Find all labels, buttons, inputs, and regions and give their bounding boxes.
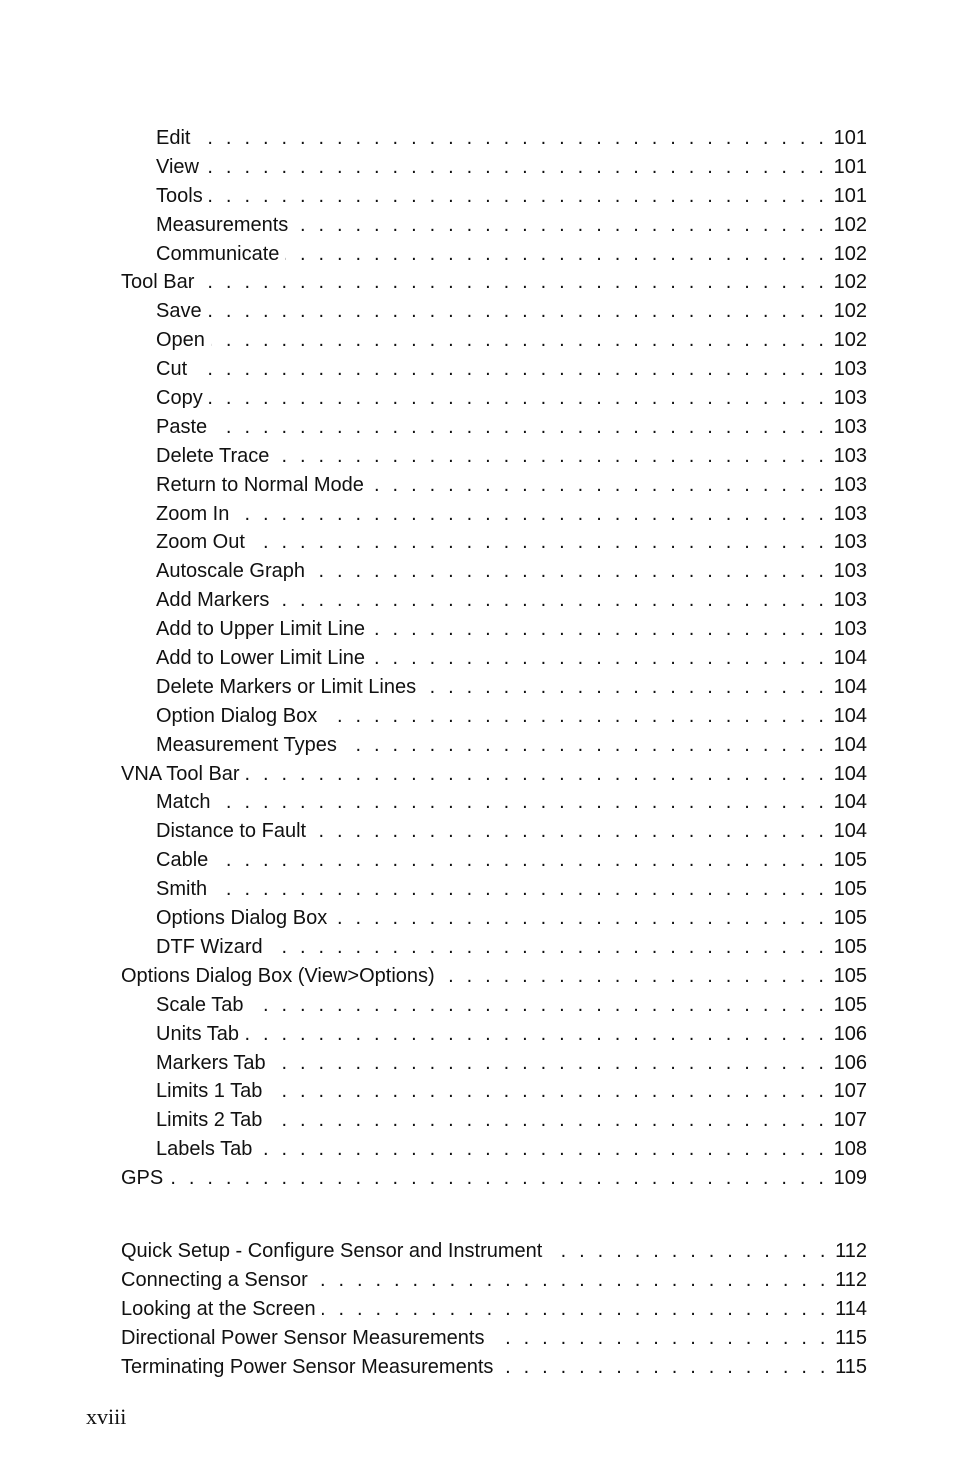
toc-dot-leader [370, 471, 828, 500]
toc-entry-page: 103 [833, 531, 867, 554]
toc-dot-leader [211, 326, 828, 355]
toc-entry[interactable] [121, 211, 867, 240]
toc-entry-title: GPS [121, 1167, 164, 1190]
toc-entry-title: Zoom Out [156, 531, 245, 554]
toc-dot-leader [258, 1135, 827, 1164]
toc-entry-title: Option Dialog Box [156, 704, 318, 727]
toc-entry-page: 103 [833, 618, 867, 641]
toc-entry-title: Cable [156, 849, 209, 872]
toc-entry-page: 105 [833, 993, 867, 1016]
toc-dot-leader [209, 182, 828, 211]
toc-entry-title: Smith [156, 878, 208, 901]
toc-group [121, 1237, 867, 1381]
toc-dot-leader [246, 760, 828, 789]
toc-dot-leader [216, 788, 827, 817]
toc-entry-page: 105 [833, 907, 867, 930]
toc-entry-title: Tool Bar [121, 271, 195, 294]
toc-entry[interactable] [121, 557, 867, 586]
table-of-contents [121, 124, 867, 1381]
toc-entry-page: 103 [833, 415, 867, 438]
toc-entry-page: 104 [833, 762, 867, 785]
toc-dot-leader [499, 1353, 829, 1382]
toc-entry-page: 112 [835, 1239, 867, 1262]
toc-entry-title: Match [156, 791, 211, 814]
toc-entry[interactable] [121, 528, 867, 557]
toc-entry-title: Copy [156, 387, 203, 410]
toc-dot-leader [249, 991, 827, 1020]
toc-entry[interactable] [121, 846, 867, 875]
toc-entry[interactable] [121, 586, 867, 615]
toc-entry[interactable] [121, 1135, 867, 1164]
toc-entry-page: 107 [833, 1109, 867, 1132]
toc-dot-leader [311, 557, 828, 586]
toc-entry[interactable] [121, 384, 867, 413]
toc-dot-leader [213, 875, 828, 904]
toc-entry-title: Measurement Types [156, 733, 337, 756]
toc-entry[interactable] [121, 904, 867, 933]
toc-entry[interactable] [121, 1049, 867, 1078]
toc-entry-page: 103 [833, 358, 867, 381]
toc-entry-page: 105 [833, 849, 867, 872]
toc-entry-title: Options Dialog Box (View>Options) [121, 964, 435, 987]
toc-entry[interactable] [121, 817, 867, 846]
toc-dot-leader [251, 528, 828, 557]
toc-dot-leader [245, 1020, 828, 1049]
toc-entry-page: 102 [833, 271, 867, 294]
toc-dot-leader [268, 1077, 827, 1106]
toc-dot-leader [209, 384, 828, 413]
toc-entry[interactable] [121, 355, 867, 384]
toc-dot-leader [312, 817, 828, 846]
toc-entry-page: 104 [833, 647, 867, 670]
toc-dot-leader [548, 1237, 829, 1266]
toc-entry-page: 105 [833, 878, 867, 901]
toc-entry-page: 101 [833, 127, 867, 149]
toc-entry-page: 104 [833, 733, 867, 756]
toc-dot-leader [193, 355, 828, 384]
toc-dot-leader [323, 702, 827, 731]
toc-entry[interactable] [121, 875, 867, 904]
toc-entry-title: Quick Setup - Configure Sensor and Instrument [121, 1239, 543, 1262]
toc-entry-title: Zoom In [156, 502, 230, 525]
toc-entry-title: Save [156, 300, 202, 323]
toc-entry[interactable] [121, 644, 867, 673]
toc-dot-leader [196, 124, 827, 153]
toc-entry-page: 109 [833, 1167, 867, 1190]
page-number: xviii [86, 1404, 127, 1429]
toc-entry[interactable] [121, 933, 867, 962]
toc-entry-title: Delete Trace [156, 444, 270, 467]
toc-dot-leader [285, 240, 827, 269]
toc-entry[interactable] [121, 297, 867, 326]
toc-entry-page: 105 [833, 935, 867, 958]
toc-entry[interactable] [121, 702, 867, 731]
toc-entry-page: 103 [833, 560, 867, 583]
toc-dot-leader [491, 1324, 830, 1353]
toc-entry-page: 103 [833, 473, 867, 496]
toc-entry-page: 115 [835, 1355, 867, 1378]
toc-dot-leader [294, 211, 827, 240]
toc-entry-title: Distance to Fault [156, 820, 307, 843]
toc-entry-title: Measurements [156, 213, 289, 236]
toc-dot-leader [371, 644, 828, 673]
toc-entry[interactable] [121, 788, 867, 817]
toc-entry-page: 103 [833, 444, 867, 467]
toc-entry-page: 103 [833, 502, 867, 525]
toc-entry[interactable] [121, 500, 867, 529]
toc-entry[interactable] [121, 1295, 867, 1324]
toc-dot-leader [169, 1164, 827, 1193]
toc-entry-title: Scale Tab [156, 993, 244, 1016]
toc-entry[interactable] [121, 991, 867, 1020]
toc-entry[interactable] [121, 1266, 867, 1295]
toc-dot-leader [371, 615, 828, 644]
toc-entry[interactable] [121, 615, 867, 644]
toc-entry[interactable] [121, 1077, 867, 1106]
toc-entry-title: DTF Wizard [156, 935, 263, 958]
toc-entry-page: 108 [833, 1138, 867, 1161]
toc-entry-title: Limits 1 Tab [156, 1080, 263, 1103]
toc-dot-leader [269, 933, 828, 962]
toc-entry-title: Add to Upper Limit Line [156, 618, 366, 641]
toc-entry-page: 107 [833, 1080, 867, 1103]
toc-group [121, 124, 867, 1193]
toc-entry[interactable] [121, 1164, 867, 1193]
toc-dot-leader [205, 153, 828, 182]
toc-entry-title: Looking at the Screen [121, 1297, 316, 1320]
toc-entry-title: Delete Markers or Limit Lines [156, 675, 417, 698]
toc-entry-title: Cut [156, 358, 188, 381]
toc-dot-leader [213, 413, 827, 442]
toc-entry-title: Terminating Power Sensor Measurements [121, 1355, 494, 1378]
toc-dot-leader [214, 846, 827, 875]
toc-dot-leader [333, 904, 827, 933]
toc-entry[interactable] [121, 1237, 867, 1266]
toc-entry[interactable] [121, 413, 867, 442]
toc-entry[interactable] [121, 1353, 867, 1382]
toc-entry-title: Edit [156, 127, 191, 149]
toc-entry[interactable] [121, 760, 867, 789]
toc-dot-leader [208, 297, 828, 326]
toc-entry[interactable] [121, 471, 867, 500]
toc-dot-leader [343, 731, 828, 760]
toc-entry-page: 112 [835, 1268, 867, 1291]
toc-dot-leader [268, 1106, 827, 1135]
toc-entry-title: Labels Tab [156, 1138, 253, 1161]
toc-dot-leader [422, 673, 828, 702]
toc-entry[interactable] [121, 182, 867, 211]
toc-dot-leader [322, 1295, 830, 1324]
toc-entry[interactable] [121, 673, 867, 702]
toc-dot-leader [272, 1049, 828, 1078]
toc-entry-page: 103 [833, 387, 867, 410]
toc-entry-page: 106 [833, 1051, 867, 1074]
toc-entry[interactable] [121, 442, 867, 471]
toc-entry[interactable] [121, 240, 867, 269]
toc-entry-page: 104 [833, 820, 867, 843]
toc-dot-leader [275, 586, 827, 615]
toc-entry[interactable] [121, 326, 867, 355]
toc-entry[interactable] [121, 1106, 867, 1135]
toc-entry-page: 115 [835, 1326, 867, 1349]
toc-entry-page: 104 [833, 791, 867, 814]
toc-entry-title: Limits 2 Tab [156, 1109, 263, 1132]
toc-entry-title: Communicate [156, 242, 280, 265]
toc-entry-page: 103 [833, 589, 867, 612]
toc-dot-leader [441, 962, 828, 991]
toc-entry-title: Add to Lower Limit Line [156, 647, 366, 670]
toc-dot-leader [314, 1266, 829, 1295]
toc-entry-page: 104 [833, 675, 867, 698]
toc-entry-title: Tools [156, 184, 203, 207]
toc-entry-title: Return to Normal Mode [156, 473, 364, 496]
toc-entry-page: 101 [833, 184, 867, 207]
toc-entry-page: 106 [833, 1022, 867, 1045]
toc-entry-title: Markers Tab [156, 1051, 266, 1074]
toc-entry-title: View [156, 155, 199, 178]
toc-entry-page: 102 [833, 329, 867, 352]
toc-entry[interactable] [121, 962, 867, 991]
toc-entry-page: 102 [833, 300, 867, 323]
toc-entry-page: 102 [833, 213, 867, 236]
toc-entry-page: 102 [833, 242, 867, 265]
toc-entry-title: Options Dialog Box [156, 907, 328, 930]
toc-dot-leader [200, 268, 827, 297]
toc-entry-page: 104 [833, 704, 867, 727]
toc-entry[interactable] [121, 1020, 867, 1049]
toc-entry-title: Autoscale Graph [156, 560, 305, 583]
toc-entry[interactable] [121, 731, 867, 760]
toc-entry-title: Connecting a Sensor [121, 1268, 308, 1291]
toc-entry-page: 105 [833, 964, 867, 987]
toc-entry-title: Open [156, 329, 205, 352]
toc-entry-title: Directional Power Sensor Measurements [121, 1326, 485, 1349]
toc-entry[interactable] [121, 153, 867, 182]
toc-dot-leader [235, 500, 827, 529]
toc-entry-page: 101 [833, 155, 867, 178]
toc-entry-page: 114 [835, 1297, 867, 1320]
toc-entry[interactable] [121, 124, 867, 153]
toc-entry-title: VNA Tool Bar [121, 762, 240, 785]
toc-dot-leader [275, 442, 827, 471]
toc-entry[interactable] [121, 268, 867, 297]
toc-entry-title: Units Tab [156, 1022, 240, 1045]
toc-entry-title: Add Markers [156, 589, 270, 612]
toc-entry[interactable] [121, 1324, 867, 1353]
toc-entry-title: Paste [156, 415, 208, 438]
